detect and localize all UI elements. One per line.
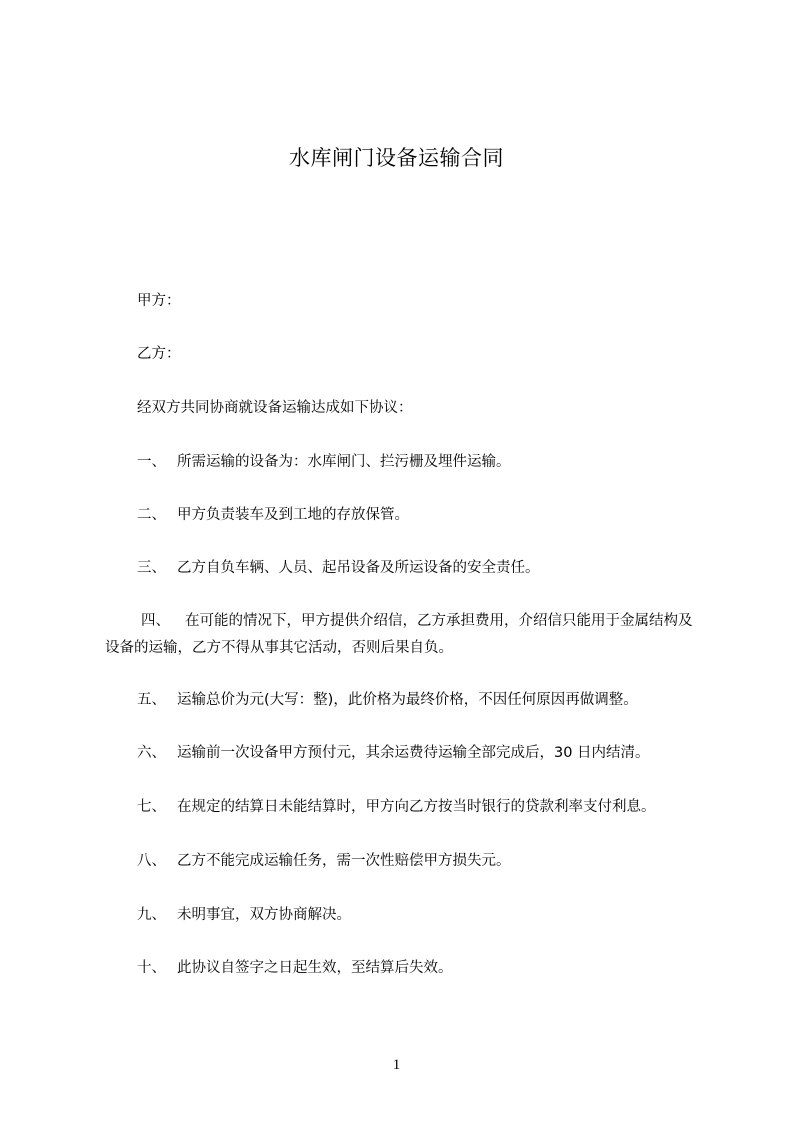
- clause-text: 甲方负责装车及到工地的存放保管。: [177, 507, 409, 523]
- clause-text: 运输总价为元(大写：整)，此价格为最终价格，不因任何原因再做调整。: [177, 692, 638, 708]
- clause-text: 所需运输的设备为：水库闸门、拦污栅及埋件运输。: [177, 454, 511, 470]
- clause-number: 三、: [137, 560, 166, 576]
- clause-2: [137, 505, 409, 525]
- clause-7: [137, 797, 656, 817]
- clause-number: 七、: [137, 799, 166, 815]
- clause-5: [137, 690, 638, 710]
- party-b-label: 乙方：: [137, 346, 181, 362]
- clause-text: 在规定的结算日未能结算时，甲方向乙方按当时银行的贷款利率支付利息。: [177, 799, 656, 815]
- clause-number: 五、: [137, 692, 166, 708]
- page-number: 1: [392, 1057, 401, 1073]
- clause-4: [105, 608, 705, 662]
- clause-text: 此协议自签字之日起生效，至结算后失效。: [177, 960, 453, 976]
- clause-text: 乙方自负车辆、人员、起吊设备及所运设备的安全责任。: [177, 560, 540, 576]
- clause-text: 在可能的情况下，甲方提供介绍信，乙方承担费用，介绍信只能用于金属结构及设备的运输，乙方不得从事其它活动，否则后果自负。: [105, 613, 693, 656]
- clause-number: 十、: [137, 960, 166, 976]
- clause-text: 运输前一次设备甲方预付元，其余运费待运输全部完成后，30 日内结清。: [177, 745, 650, 761]
- clause-3: [137, 558, 540, 578]
- clause-text: 未明事宜，双方协商解决。: [177, 907, 351, 923]
- party-a-label: 甲方：: [137, 293, 181, 309]
- clause-number: 一、: [137, 454, 166, 470]
- clause-number: 四、: [141, 613, 170, 629]
- intro-text: 经双方共同协商就设备运输达成如下协议：: [137, 400, 413, 416]
- clause-1: [137, 452, 511, 472]
- clause-10: [137, 958, 453, 978]
- clause-number: 二、: [137, 507, 166, 523]
- clause-9: [137, 905, 351, 925]
- clause-6: [137, 743, 650, 763]
- clause-number: 六、: [137, 745, 166, 761]
- document-title: 水库闸门设备运输合同: [289, 146, 504, 170]
- clause-text: 乙方不能完成运输任务，需一次性赔偿甲方损失元。: [177, 853, 511, 869]
- clause-number: 八、: [137, 853, 166, 869]
- clause-number: 九、: [137, 907, 166, 923]
- clause-8: [137, 851, 511, 871]
